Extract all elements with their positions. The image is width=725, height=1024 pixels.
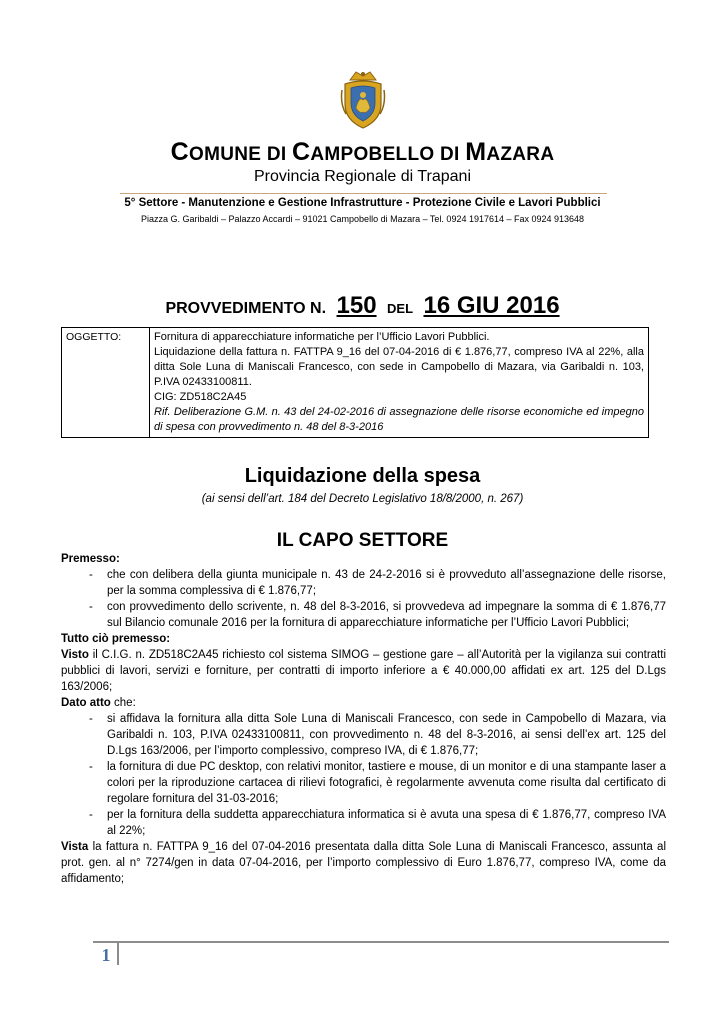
provvedimento-del: DEL (387, 301, 414, 316)
vista-paragraph: Vista la fattura n. FATTPA 9_16 del 07-04-2016 presentata dalla ditta Sole Luna di Maniscali Francesco, assunta al prot. gen. al n° 7274/gen in data 07-04-2016, per l’importo complessivo di Euro 1.876,77, compreso IVA, come da affidamento; (61, 841, 666, 885)
list-item: - che con delibera della giunta municipale n. 43 de 24-2-2016 si è provveduto all’assegnazione delle risorse, per la somma complessiva di € 1.876,77; (89, 569, 666, 597)
provvedimento-date: 16 GIU 2016 (423, 292, 560, 319)
list-item: - la fornitura di due PC desktop, con relativi monitor, tastiere e mouse, di un monitor e di una stampante laser a colori per la riproduzione cartacea di rilievi fotografici, è regolarmente avvenuta come risulta dal certificato di regolare fornitura del 31-03-2016; (89, 761, 666, 805)
sector-name: 5° Settore - Manutenzione e Gestione Infrastrutture - Protezione Civile e Lavori Pubblici (124, 197, 601, 209)
page-number: 1 (101, 945, 111, 965)
oggetto-content (150, 328, 649, 438)
provvedimento-heading (0, 292, 725, 320)
municipal-crest-logo (340, 70, 386, 130)
oggetto-line: Fornitura di apparecchiature informatiche per l’Ufficio Lavori Pubblici. (154, 331, 490, 343)
capo-settore-heading: IL CAPO SETTORE (276, 530, 449, 551)
premesso-heading: Premesso: (61, 553, 120, 565)
visto-paragraph: Visto il C.I.G. n. ZD518C2A45 richiesto col sistema SIMOG – gestione gare – all’Autorità per la vigilanza sui contratti pubblici di lavori, servizi e forniture, per contratti di importo inferiore a € 40.000,00 affidati ex art. 125 del D.Lgs 163/2006; (61, 649, 666, 693)
dato-atto-heading: Dato atto che: (61, 697, 136, 709)
document-body (61, 551, 666, 887)
document-title: Liquidazione della spesa (244, 465, 481, 487)
province-name: Provincia Regionale di Trapani (253, 168, 471, 185)
footer-separator (117, 943, 119, 965)
document-subtitle: (ai sensi dell’art. 184 del Decreto Legislativo 18/8/2000, n. 267) (201, 493, 524, 505)
oggetto-reference: Rif. Deliberazione G.M. n. 43 del 24-02-2016 di assegnazione delle risorse economiche ed impegno di spesa con provvedimento n. 48 del 8-3-2016 (154, 406, 644, 433)
municipality-name: COMUNE DI CAMPOBELLO DI MAZARA (170, 138, 555, 166)
footer-divider (93, 941, 669, 943)
oggetto-table (61, 327, 649, 438)
list-item: - con provvedimento dello scrivente, n. 48 del 8-3-2016, si provvedeva ad impegnare la somma di € 1.876,77 sul Bilancio comunale 2016 per la fornitura di apparecchiature informatiche per l’Ufficio Lavori Pubblici; (89, 601, 666, 629)
oggetto-line: Liquidazione della fattura n. FATTPA 9_16 del 07-04-2016 di € 1.876,77, compreso IVA al 22%, alla ditta Sole Luna di Maniscali Francesco, con sede in Campobello di Mazara, via Garibaldi n. 103, P.IVA 02433100811. (154, 346, 644, 388)
provvedimento-label: PROVVEDIMENTO N. (165, 300, 327, 317)
list-item: - si affidava la fornitura alla ditta Sole Luna di Maniscali Francesco, con sede in Campobello di Mazara, via Garibaldi n. 103, P.IVA 02433100811, con provvedimento n. 48 del 8-3-2016, ai sensi dell’ex art. 125 del D.Lgs 163/2006, per l’importo complessivo, compreso IVA, di € 1.876,77; (89, 713, 666, 757)
tutto-premesso-heading: Tutto ciò premesso: (61, 633, 171, 645)
provvedimento-number: 150 (336, 292, 377, 319)
office-address: Piazza G. Garibaldi – Palazzo Accardi – 91021 Campobello di Mazara – Tel. 0924 1917614 – Fax 0924 913648 (140, 214, 585, 224)
list-item: - per la fornitura della suddetta apparecchiatura informatica si è avuta una spesa di € 1.876,77, compreso IVA al 22%; (89, 809, 666, 837)
oggetto-label: OGGETTO: (62, 328, 150, 438)
header-divider (120, 193, 607, 194)
oggetto-cig: CIG: ZD518C2A45 (154, 391, 247, 403)
